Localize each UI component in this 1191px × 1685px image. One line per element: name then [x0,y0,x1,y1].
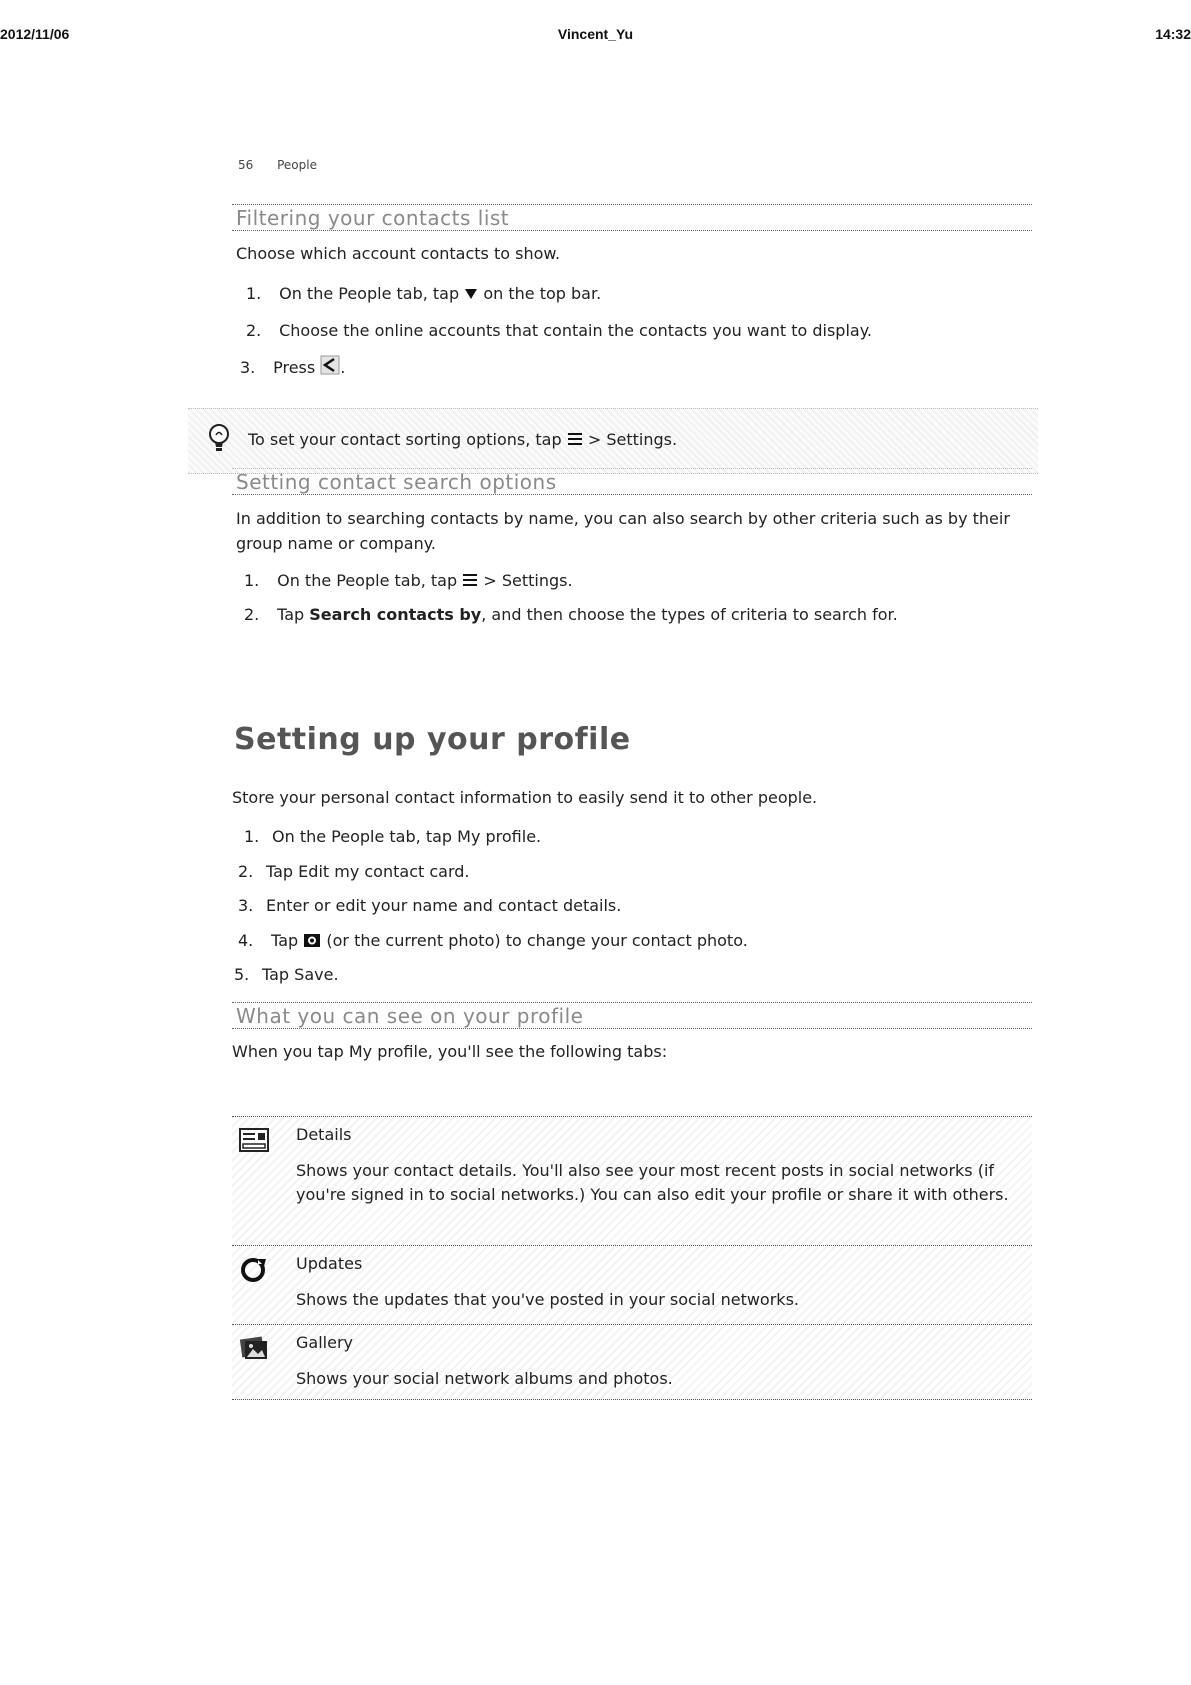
section-title-view: What you can see on your profile [232,1002,1032,1029]
updates-icon [238,1254,270,1284]
filter-step-3: 3. Press . [240,355,345,377]
print-date: 2012/11/06 [0,26,70,42]
print-time: 14:32 [1155,26,1191,42]
filter-step-1: 1. On the People tab, tap on the top bar. [246,284,602,303]
section-title-filter: Filtering your contacts list [232,204,1032,231]
profile-step-3: 3. Enter or edit your name and contact details. [238,896,622,915]
dropdown-triangle-icon [464,287,478,301]
search-step-1: 1. On the People tab, tap > Settings. [244,571,573,590]
tab-name-gallery: Gallery [296,1333,353,1352]
lightbulb-icon [208,423,230,455]
profile-tabs-table [232,1116,1032,1400]
profile-intro: Store your personal contact information to easily send it to other people. [232,788,818,807]
tab-name-updates: Updates [296,1254,363,1273]
tip-text: To set your contact sorting options, tap > Settings. [248,430,678,449]
profile-step-1: 1. On the People tab, tap My profile. [244,827,542,846]
tab-desc-details: Shows your contact details. You'll also see your most recent posts in social networks (if you're signed in to social networks.) You can also edit your profile or share it with others. [296,1161,1009,1204]
tab-row-gallery [232,1324,1032,1400]
view-intro: When you tap My profile, you'll see the following tabs: [232,1042,668,1061]
search-step-2: 2. Tap Search contacts by, and then choose the types of criteria to search for. [244,605,898,624]
camera-icon [303,932,321,948]
running-head [238,158,317,172]
profile-step-2: 2. Tap Edit my contact card. [238,862,470,881]
tab-desc-updates: Shows the updates that you've posted in your social networks. [296,1290,799,1309]
tab-desc-gallery: Shows your social network albums and photos. [296,1369,673,1388]
contact-card-icon [238,1125,270,1155]
section-title-search: Setting contact search options [232,468,1032,495]
profile-step-5: 5. Tap Save. [234,965,339,984]
chapter-name: People [277,158,317,172]
tab-name-details: Details [296,1125,352,1144]
tab-row-updates [232,1245,1032,1324]
filter-step-2: 2. Choose the online accounts that contain the contacts you want to display. [246,321,872,340]
gallery-icon [238,1333,270,1363]
search-intro: In addition to searching contacts by name, you can also search by other criteria such as by their group name or company. [236,509,1010,553]
print-user: Vincent_Yu [557,26,634,42]
profile-step-4: 4. Tap (or the current photo) to change your contact photo. [238,931,748,950]
menu-icon [567,431,583,447]
back-key-icon [320,355,340,375]
filter-intro: Choose which account contacts to show. [236,244,561,263]
page-number: 56 [238,158,254,172]
menu-icon [462,572,478,588]
tab-row-details [232,1116,1032,1245]
heading-profile: Setting up your profile [234,722,631,757]
tip-box [188,408,1038,474]
